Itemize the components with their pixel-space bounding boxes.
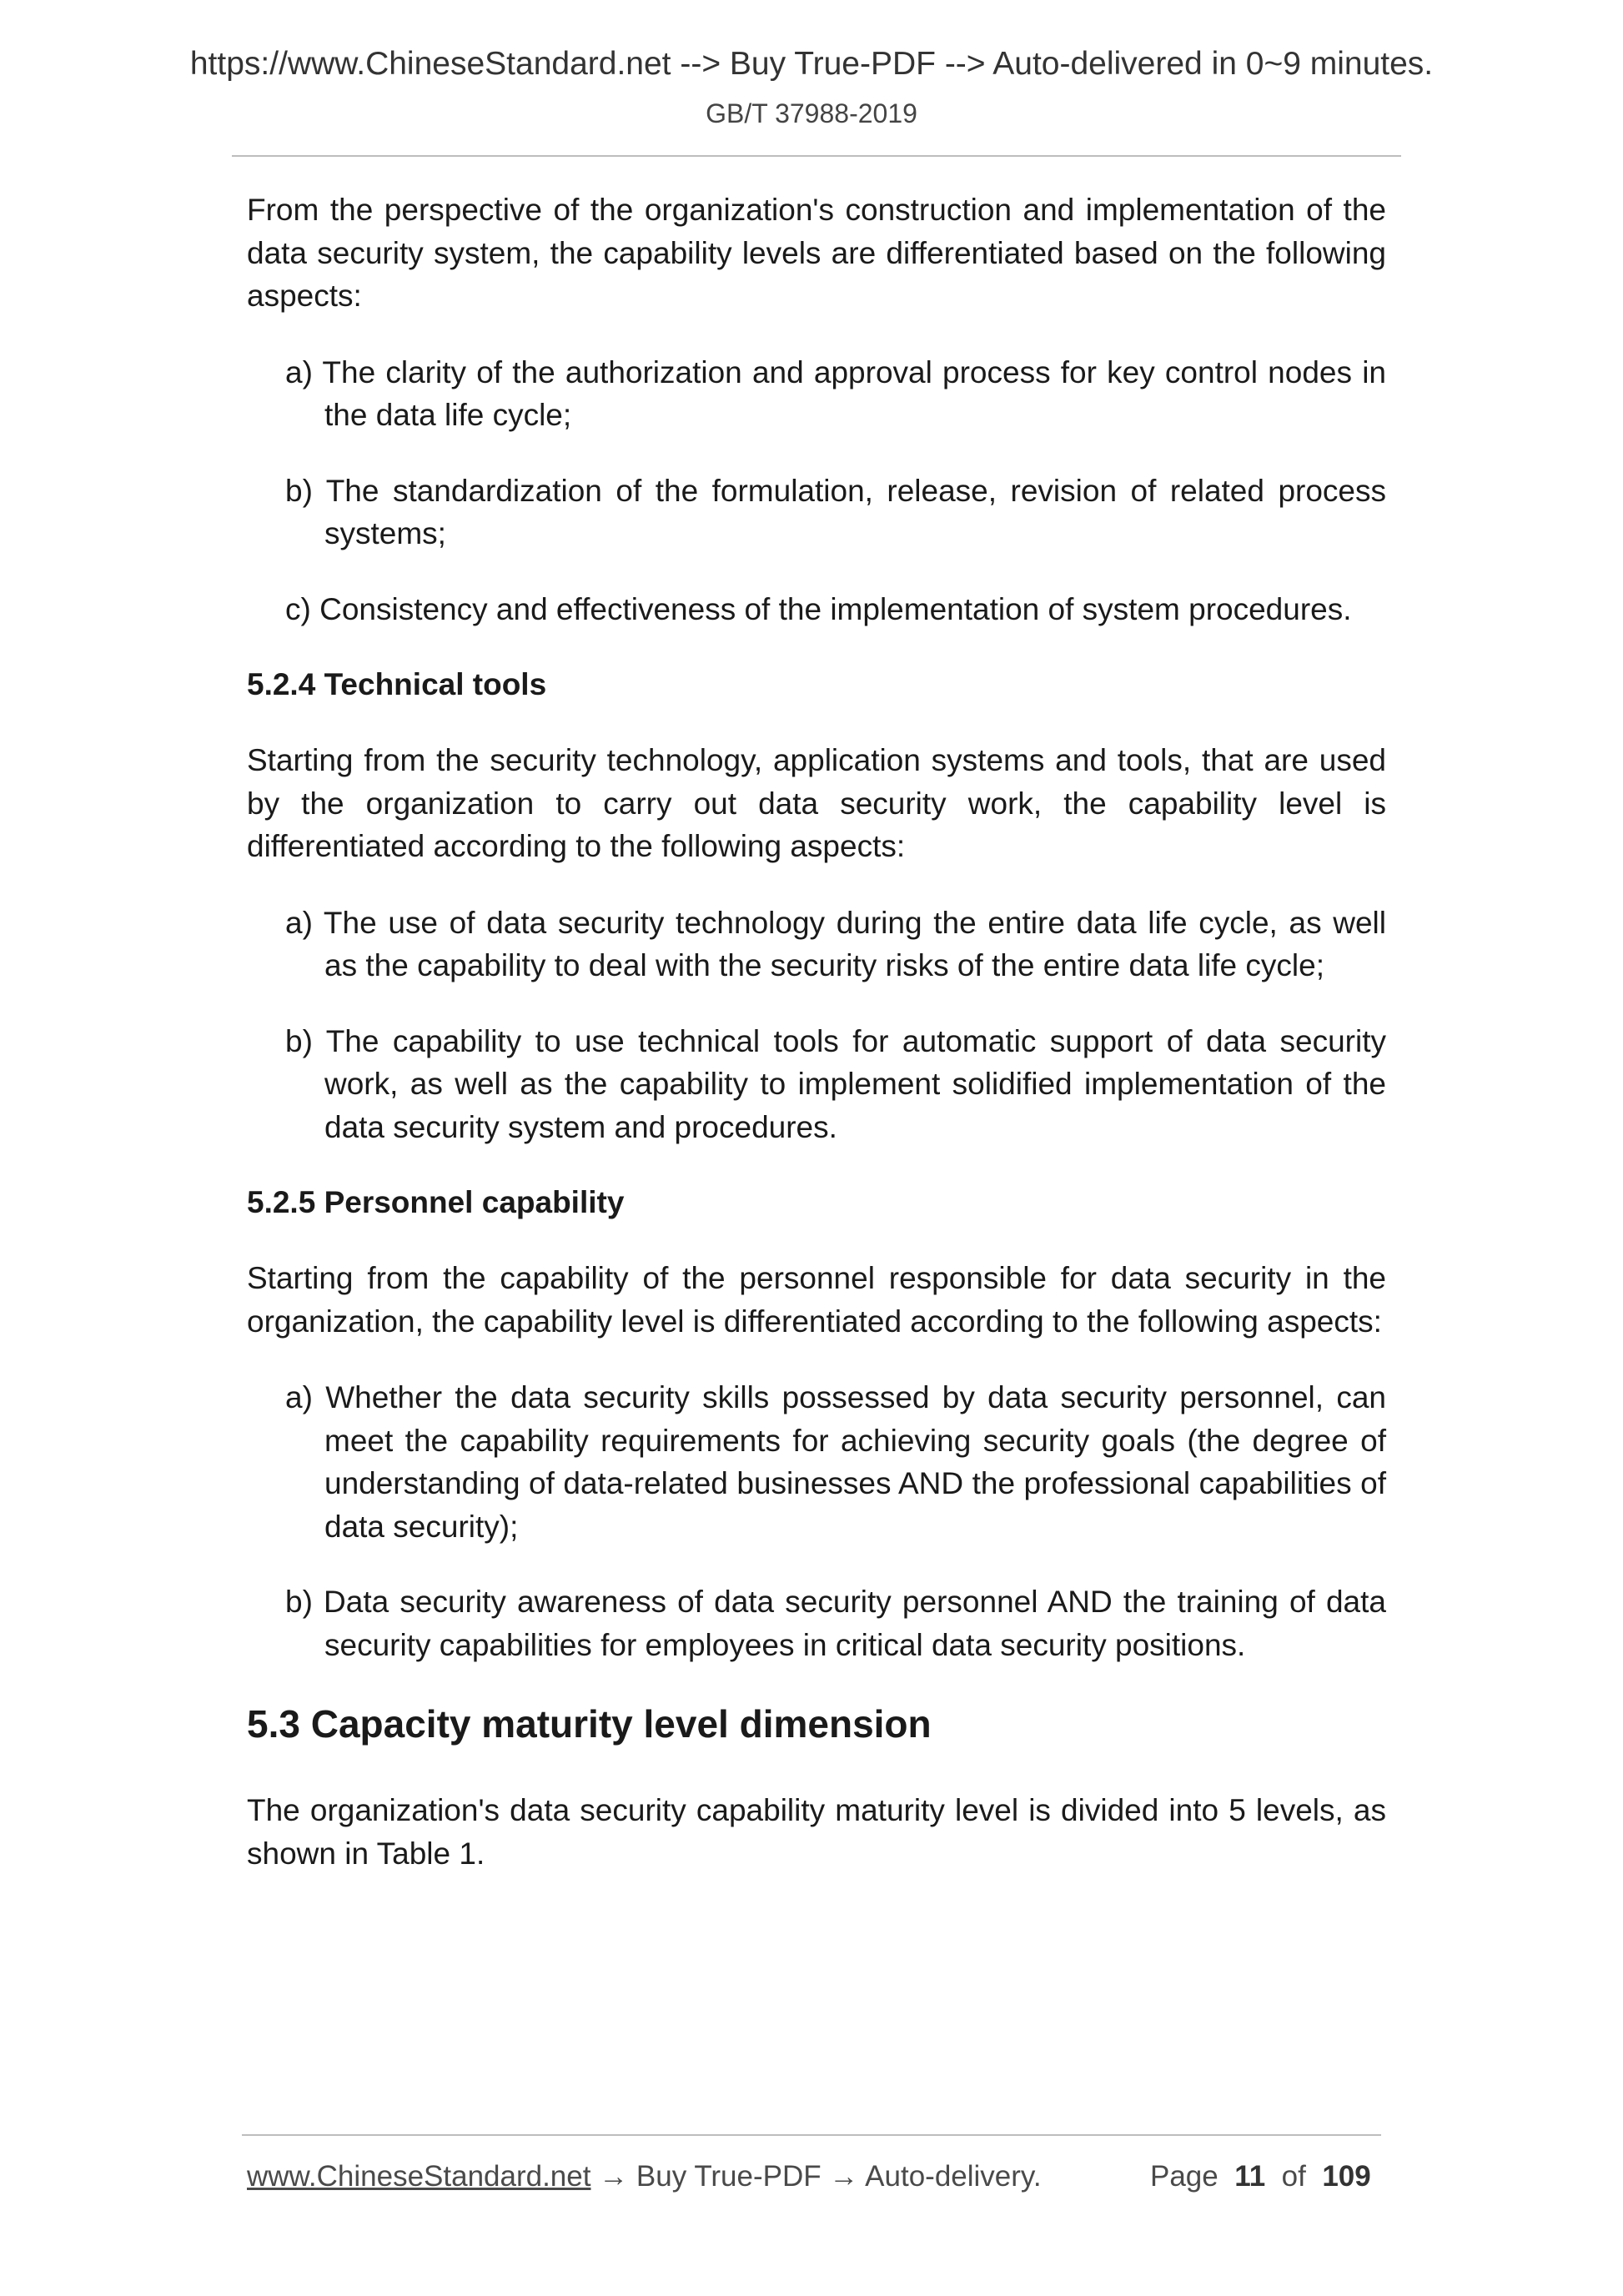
section-5-3-paragraph: The organization's data security capability maturity level is divided into 5 levels, as shown in Table 1. [247, 1793, 1386, 1871]
page-content [247, 188, 1386, 1908]
page-label: Page [1150, 2160, 1219, 2193]
header-url-line: https://www.ChineseStandard.net --> Buy True-PDF --> Auto-delivered in 0~9 minutes. [189, 46, 1434, 82]
list-item: a) The clarity of the authorization and approval process for key control nodes in the data life cycle; [285, 354, 1386, 432]
standard-number: GB/T 37988-2019 [706, 98, 917, 128]
footer-left [247, 2157, 1042, 2197]
list-item: b) Data security awareness of data security personnel AND the training of data security capabilities for employees in critical data security positions. [285, 1585, 1386, 1662]
page-number [1150, 2157, 1371, 2197]
intro-paragraph: From the perspective of the organization's construction and implementation of the data security system, the capability levels are differentiated based on the following aspects: [247, 193, 1386, 313]
section-heading-5-2-4: 5.2.4 Technical tools [247, 667, 547, 701]
section-5-2-4-paragraph: Starting from the security technology, application systems and tools, that are used by the organization to carry out data security work, the capability level is differentiated according to the following aspects: [247, 743, 1386, 863]
list-item: b) The capability to use technical tools for automatic support of data security work, as well as the capability to implement solidified implementation of the data security system and procedures. [285, 1023, 1386, 1144]
list-item: b) The standardization of the formulation, release, revision of related process systems; [285, 473, 1386, 550]
section-heading-5-3: 5.3 Capacity maturity level dimension [247, 1702, 932, 1746]
footer-website-link[interactable]: www.ChineseStandard.net [247, 2160, 591, 2193]
footer-tagline: → Buy True-PDF → Auto-delivery. [590, 2160, 1042, 2193]
section-5-2-5-paragraph: Starting from the capability of the personnel responsible for data security in the organization, the capability level is differentiated according to the following aspects: [247, 1261, 1386, 1339]
footer-divider [242, 2134, 1381, 2136]
list-item: a) The use of data security technology during the entire data life cycle, as well as the capability to deal with the security risks of the entire data life cycle; [285, 905, 1386, 982]
header-divider [232, 155, 1401, 157]
section-heading-5-2-5: 5.2.5 Personnel capability [247, 1185, 625, 1219]
total-pages: 109 [1322, 2160, 1371, 2193]
current-page: 11 [1234, 2160, 1266, 2193]
list-item: c) Consistency and effectiveness of the implementation of system procedures. [285, 591, 1352, 626]
list-item: a) Whether the data security skills possessed by data security personnel, can meet the capability requirements for achieving security goals (the degree of understanding of data-related businesses AND the professional capabilities of data security); [285, 1380, 1386, 1544]
of-label: of [1281, 2160, 1306, 2193]
